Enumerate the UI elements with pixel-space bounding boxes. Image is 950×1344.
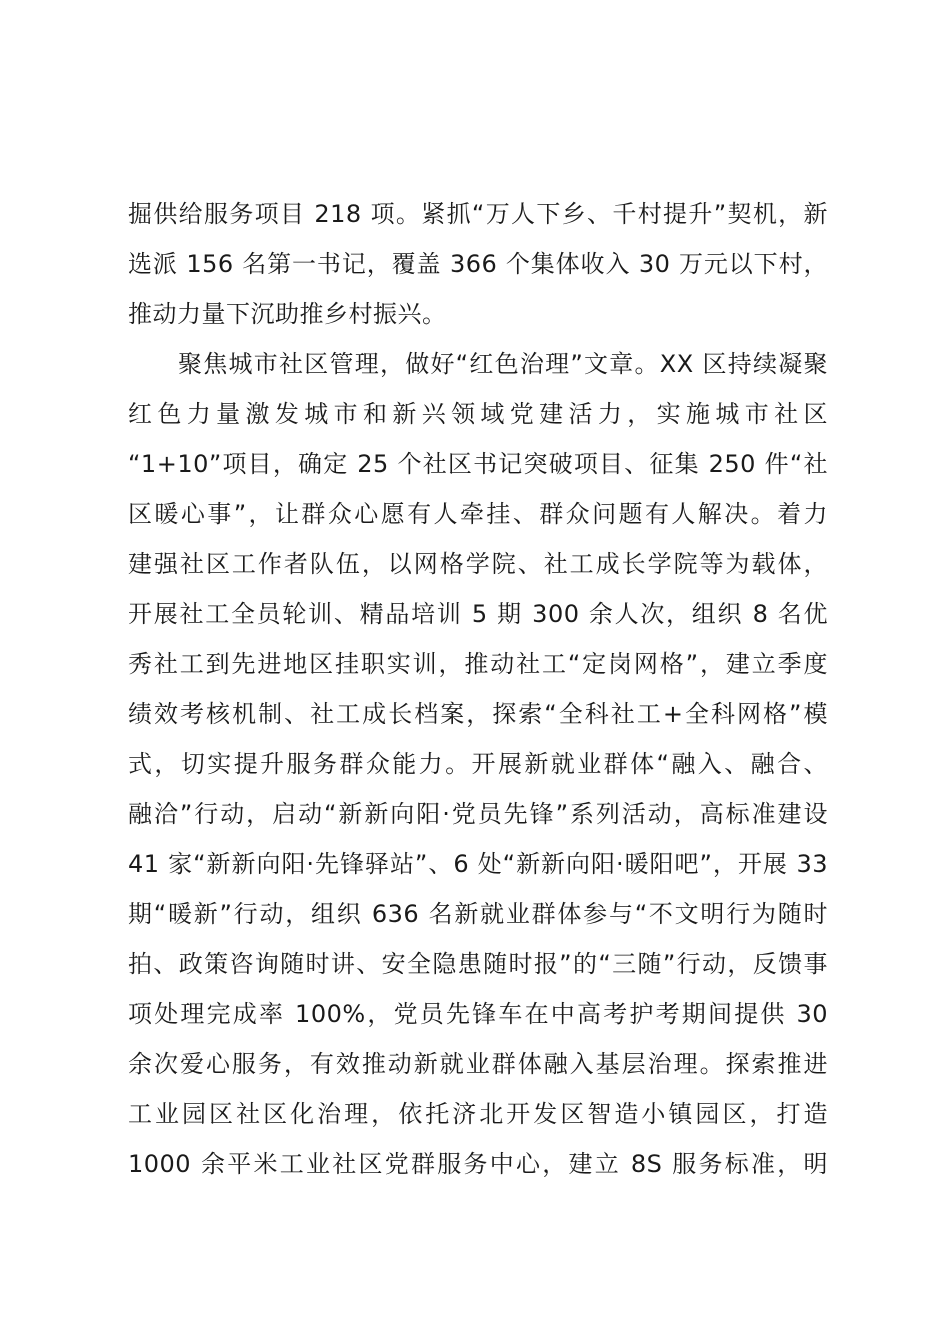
text-line-18: 余次爱心服务，有效推动新就业群体融入基层治理。探索推进 (128, 1050, 828, 1078)
text-line-15: 期“暖新”行动，组织 636 名新就业群体参与“不文明行为随时 (128, 900, 828, 928)
text-line-11: 绩效考核机制、社工成长档案，探索“全科社工+全科网格”模 (128, 700, 828, 728)
text-line-16: 拍、政策咨询随时讲、安全隐患随时报”的“三随”行动，反馈事 (128, 950, 828, 978)
text-line-10: 秀社工到先进地区挂职实训，推动社工“定岗网格”，建立季度 (128, 650, 828, 678)
text-line-12: 式，切实提升服务群众能力。开展新就业群体“融入、融合、 (128, 750, 828, 778)
text-line-5: 红色力量激发城市和新兴领域党建活力，实施城市社区 (128, 400, 828, 428)
text-line-19: 工业园区社区化治理，依托济北开发区智造小镇园区，打造 (128, 1100, 828, 1128)
text-line-20: 1000 余平米工业社区党群服务中心，建立 8S 服务标准，明 (128, 1150, 828, 1178)
text-line-8: 建强社区工作者队伍，以网格学院、社工成长学院等为载体， (128, 550, 828, 578)
text-line-13: 融洽”行动，启动“新新向阳·党员先锋”系列活动，高标准建设 (128, 800, 828, 828)
text-line-9: 开展社工全员轮训、精品培训 5 期 300 余人次，组织 8 名优 (128, 600, 828, 628)
text-line-4: 聚焦城市社区管理，做好“红色治理”文章。XX 区持续凝聚 (178, 350, 828, 378)
text-line-17: 项处理完成率 100%，党员先锋车在中高考护考期间提供 30 (128, 1000, 828, 1028)
text-line-2: 选派 156 名第一书记，覆盖 366 个集体收入 30 万元以下村， (128, 250, 828, 278)
text-line-14: 41 家“新新向阳·先锋驿站”、6 处“新新向阳·暖阳吧”，开展 33 (128, 850, 828, 878)
text-line-1: 掘供给服务项目 218 项。紧抓“万人下乡、千村提升”契机，新 (128, 200, 828, 228)
text-line-7: 区暖心事”，让群众心愿有人牵挂、群众问题有人解决。着力 (128, 500, 828, 528)
text-line-6: “1+10”项目，确定 25 个社区书记突破项目、征集 250 件“社 (128, 450, 828, 478)
text-line-3: 推动力量下沉助推乡村振兴。 (128, 300, 447, 328)
